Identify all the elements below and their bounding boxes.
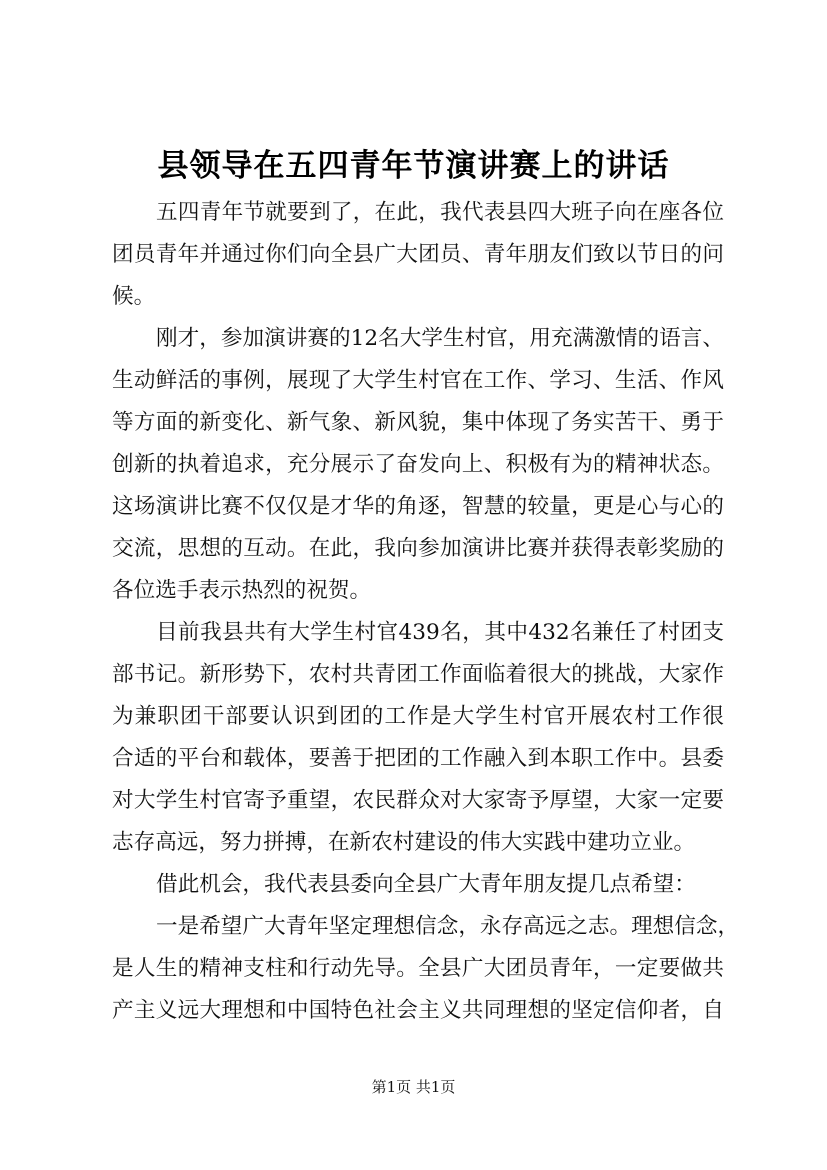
paragraph-line: 是人生的精神支柱和行动先导。全县广大团员青年，一定要做共 — [112, 956, 724, 981]
paragraph-line: 合适的平台和载体，要善于把团的工作融入到本职工作中。县委 — [112, 746, 724, 771]
paragraph-line: 部书记。新形势下，农村共青团工作面临着很大的挑战，大家作 — [112, 662, 724, 687]
paragraph-line: 团员青年并通过你们向全县广大团员、青年朋友们致以节日的问 — [112, 242, 724, 267]
paragraph-line: 产主义远大理想和中国特色社会主义共同理想的坚定信仰者，自 — [112, 998, 724, 1023]
paragraph-line: 一是希望广大青年坚定理想信念，永存高远之志。理想信念， — [156, 914, 740, 939]
paragraph-line: 刚才，参加演讲赛的12名大学生村官，用充满激情的语言、 — [156, 326, 724, 351]
paragraph-line: 借此机会，我代表县委向全县广大青年朋友提几点希望： — [156, 872, 696, 897]
paragraph-line: 这场演讲比赛不仅仅是才华的角逐，智慧的较量，更是心与心的 — [112, 494, 724, 519]
document-title: 县领导在五四青年节演讲赛上的讲话 — [157, 148, 670, 184]
paragraph — [112, 906, 740, 1032]
paragraph-line: 交流，思想的互动。在此，我向参加演讲比赛并获得表彰奖励的 — [112, 536, 724, 561]
paragraph-line: 创新的执着追求，充分展示了奋发向上、积极有为的精神状态。 — [112, 452, 724, 477]
page-footer: 第1页 共1页 — [371, 1078, 456, 1096]
paragraph-line: 候。 — [112, 284, 156, 309]
paragraph — [112, 192, 724, 318]
paragraph-line: 志存高远，努力拼搏，在新农村建设的伟大实践中建功立业。 — [112, 830, 696, 855]
paragraph-line: 各位选手表示热烈的祝贺。 — [112, 578, 372, 603]
document-body — [112, 192, 740, 1032]
paragraph-line: 对大学生村官寄予重望，农民群众对大家寄予厚望，大家一定要 — [112, 788, 724, 813]
paragraph-line: 为兼职团干部要认识到团的工作是大学生村官开展农村工作很 — [112, 704, 724, 729]
paragraph-line: 五四青年节就要到了，在此，我代表县四大班子向在座各位 — [156, 200, 724, 225]
paragraph-line: 生动鲜活的事例，展现了大学生村官在工作、学习、生活、作风 — [112, 368, 724, 393]
paragraph-line: 目前我县共有大学生村官439名，其中432名兼任了村团支 — [156, 620, 724, 645]
paragraph — [112, 612, 724, 864]
paragraph-line: 等方面的新变化、新气象、新风貌，集中体现了务实苦干、勇于 — [112, 410, 724, 435]
paragraph — [112, 318, 724, 612]
paragraph — [112, 864, 724, 906]
